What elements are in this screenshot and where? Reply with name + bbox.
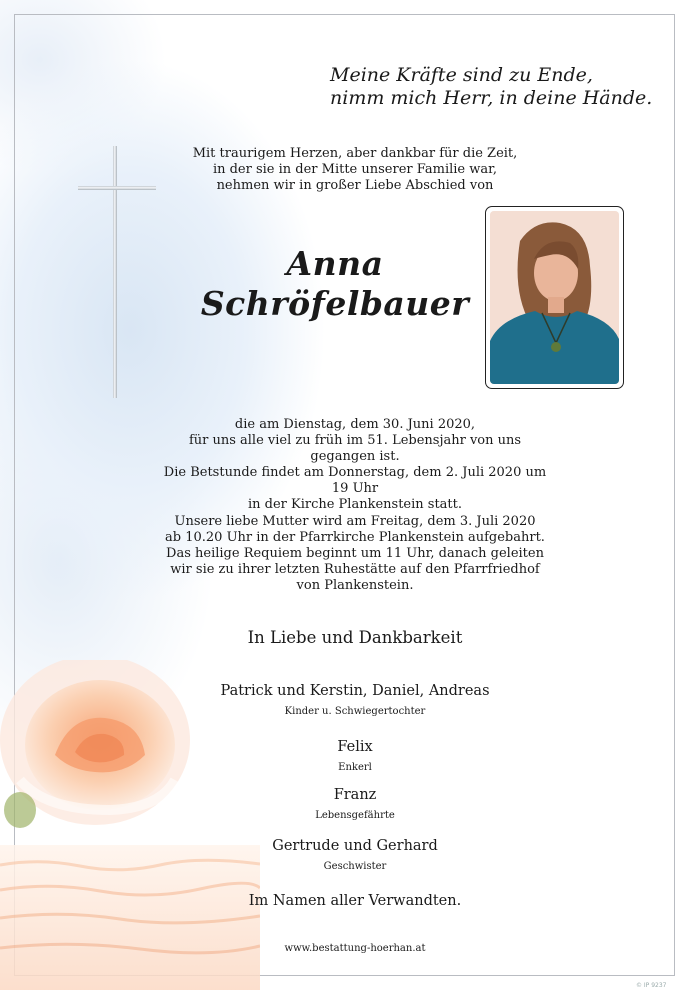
template-code: © IP 9237 <box>636 982 667 989</box>
funeral-line: wir sie zu ihrer letzten Ruhestätte auf den Pfarrfriedhof <box>170 562 540 577</box>
mourner-group <box>200 837 510 873</box>
intro-line: Mit traurigem Herzen, aber dankbar für die Zeit, <box>192 146 518 161</box>
funeral-notice <box>160 514 550 594</box>
prayer-hour-line: Die Betstunde findet am Donnerstag, dem 2. Juli 2020 um 19 Uhr <box>163 465 547 496</box>
motto-line: Meine Kräfte sind zu Ende, <box>330 64 593 86</box>
deceased-name <box>180 244 490 324</box>
prayer-hour-line: in der Kirche Plankenstein statt. <box>247 497 463 512</box>
mourner-names: Felix <box>337 739 373 755</box>
motto <box>330 64 653 110</box>
mourner-names: Gertrude und Gerhard <box>272 838 438 854</box>
mourner-group <box>200 738 510 774</box>
mourner-relation: Geschwister <box>323 861 387 872</box>
deceased-first-name: Anna <box>286 244 384 283</box>
funeral-line: Unsere liebe Mutter wird am Freitag, dem 3. Juli 2020 <box>174 514 536 529</box>
motto-line: nimm mich Herr, in deine Hände. <box>330 87 653 109</box>
mourner-group <box>200 682 510 718</box>
closing-heading: In Liebe und Dankbarkeit <box>247 628 463 647</box>
intro-text <box>180 146 530 194</box>
prayer-hour-notice <box>160 465 550 513</box>
website-link[interactable]: www.bestattung-hoerhan.at <box>284 943 426 954</box>
funeral-line: Das heilige Requiem beginnt um 11 Uhr, danach geleiten <box>166 546 544 561</box>
funeral-line: ab 10.20 Uhr in der Pfarrkirche Plankenstein aufgebahrt. <box>165 530 545 545</box>
death-notice <box>160 417 550 465</box>
closing-line: Im Namen aller Verwandten. <box>248 893 462 909</box>
funeral-line: von Plankenstein. <box>296 578 414 593</box>
mourner-names: Patrick und Kerstin, Daniel, Andreas <box>220 683 490 699</box>
mourner-relation: Lebensgefährte <box>315 810 395 821</box>
intro-line: nehmen wir in großer Liebe Abschied von <box>216 178 494 193</box>
mourner-relation: Enkerl <box>338 762 372 773</box>
mourner-group <box>200 786 510 822</box>
deceased-last-name: Schröfelbauer <box>200 284 470 323</box>
portrait-photo <box>485 206 624 389</box>
intro-line: in der sie in der Mitte unserer Familie war, <box>212 162 498 177</box>
mourner-names: Franz <box>333 787 377 803</box>
portrait-icon <box>490 211 619 384</box>
death-notice-line: für uns alle viel zu früh im 51. Lebensjahr von uns gegangen ist. <box>188 433 522 464</box>
death-notice-line: die am Dienstag, dem 30. Juni 2020, <box>234 417 476 432</box>
mourner-relation: Kinder u. Schwiegertochter <box>284 706 426 717</box>
